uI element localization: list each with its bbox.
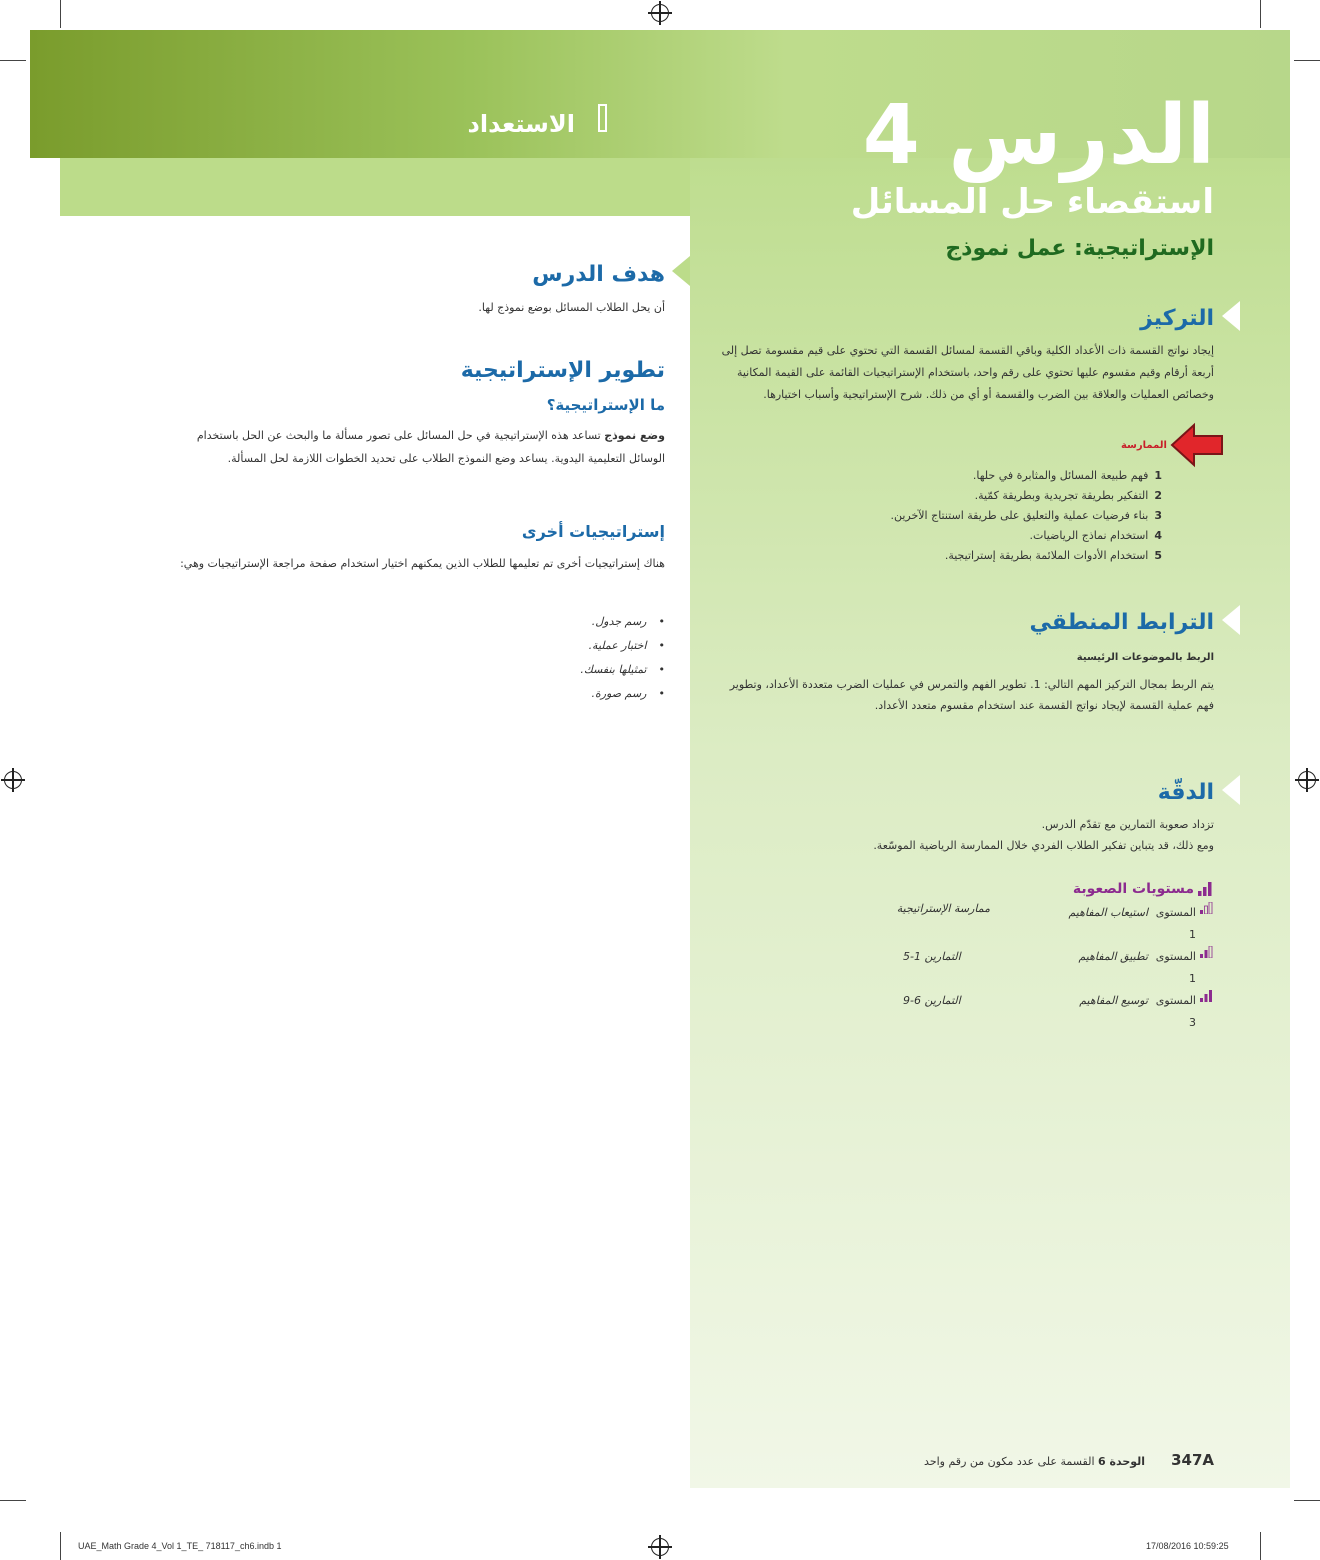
crop-mark	[60, 0, 61, 28]
crop-mark	[0, 1500, 26, 1501]
unit-text: القسمة على عدد مكون من رقم واحد	[924, 1455, 1095, 1468]
strategy-dev-text	[190, 424, 665, 470]
coherence-title: الترابط المنطقي	[1029, 610, 1214, 635]
header-subband	[60, 158, 690, 216]
strategy-dev-body: تساعد هذه الإستراتيجية في حل المسائل على تصور مسألة ما والبحث عن الحل باستخدام الوسائل التعليمية اليدوية. يساعد وضع النموذج الطلاب على تحديد الخطوات اللازمة لحل المسألة.	[196, 429, 665, 465]
rigor-title: الدقّة	[1157, 780, 1214, 805]
crop-mark	[0, 60, 26, 61]
list-item: 2التفكير بطريقة تجريدية وبطريقة كمّية.	[974, 489, 1162, 502]
registration-mark-icon	[1298, 771, 1316, 789]
page-number: 347A	[1171, 1451, 1214, 1469]
level-1-icon	[1200, 902, 1214, 914]
goal-title: هدف الدرس	[532, 262, 665, 287]
unit-label: الوحدة 6	[1098, 1455, 1146, 1468]
strategy-dev-title: تطوير الإستراتيجية	[460, 358, 665, 383]
file-slug: UAE_Math Grade 4_Vol 1_TE_ 718117_ch6.indb 1	[78, 1541, 282, 1551]
list-item: 3بناء فرضيات عملية والتعليق على طريقة استنتاج الآخرين.	[890, 509, 1162, 522]
page-footer	[924, 1451, 1214, 1469]
table-row: المستوى 1 تطبيق المفاهيم التمارين 1-5	[714, 946, 1214, 990]
difficulty-col-header: ممارسة الإستراتيجية	[896, 902, 990, 915]
list-item: • رسم صورة.	[365, 682, 665, 706]
list-item: 4استخدام نماذج الرياضيات.	[1029, 529, 1162, 542]
table-row: المستوى 3 توسيع المفاهيم التمارين 6-9	[714, 990, 1214, 1034]
registration-mark-icon	[4, 771, 22, 789]
rigor-text-2: ومع ذلك، قد يتباين تفكير الطلاب الفردي خلال الممارسة الرياضية الموسّعة.	[873, 839, 1214, 852]
rigor-marker-icon	[1222, 775, 1240, 805]
practice-list	[742, 466, 1162, 566]
difficulty-title: مستويات الصعوبة	[1072, 881, 1194, 897]
panel-notch	[672, 256, 690, 286]
table-row: المستوى 1 استيعاب المفاهيم	[714, 902, 1214, 946]
difficulty-rows	[714, 902, 1214, 1034]
crop-mark	[60, 1532, 61, 1560]
lesson-title: الدرس 4	[862, 88, 1215, 183]
coherence-subtitle: الربط بالموضوعات الرئيسية	[1076, 652, 1214, 663]
level-2-icon	[1200, 946, 1214, 958]
list-item: • اختبار عملية.	[365, 634, 665, 658]
other-strategies-text: هناك إستراتيجيات أخرى تم تعليمها للطلاب الذين يمكنهم اختيار استخدام صفحة مراجعة الإستراتيجيات وهي:	[180, 557, 665, 570]
focus-marker-icon	[1222, 301, 1240, 331]
prep-bar-icon	[598, 104, 607, 132]
crop-mark	[1294, 1500, 1320, 1501]
prep-label: الاستعداد	[467, 110, 575, 138]
list-item: 5استخدام الأدوات الملائمة بطريقة إستراتيجية.	[944, 549, 1162, 562]
list-item: • تمثيلها بنفسك.	[365, 658, 665, 682]
print-date: 17/08/2016 10:59:25	[1146, 1541, 1229, 1551]
crop-mark	[1260, 1532, 1261, 1560]
rigor-text-1: تزداد صعوبة التمارين مع تقدّم الدرس.	[1041, 818, 1214, 831]
coherence-marker-icon	[1222, 605, 1240, 635]
other-strategies-title: إستراتيجيات أخرى	[521, 522, 665, 541]
difficulty-header	[1073, 878, 1214, 897]
focus-text: إيجاد نواتج القسمة ذات الأعداد الكلية وباقي القسمة لمسائل القسمة التي تحتوي على قيم مقسومة تصل إلى أربعة أرقام وقيم مقسوم عليها تحتوي على رقم واحد، باستخدام الإستراتيجيات القائمة على القيمة المكانية وخصائص العمليات والعلاقة بين الضرب والقسمة أو أي من ذلك. شرح الإستراتيجية وأسباب اختيارها.	[721, 344, 1214, 401]
practice-label: الممارسة	[1120, 440, 1167, 451]
focus-title: التركيز	[1140, 306, 1214, 331]
lesson-strategy: الإستراتيجية: عمل نموذج	[945, 236, 1214, 261]
goal-text: أن يحل الطلاب المسائل بوضع نموذج لها.	[478, 301, 665, 314]
registration-mark-icon	[651, 1538, 669, 1556]
lesson-subtitle: استقصاء حل المسائل	[850, 182, 1214, 222]
list-item: • رسم جدول.	[365, 610, 665, 634]
other-strategies-list	[365, 610, 665, 706]
strategy-dev-lead: وضع نموذج	[604, 429, 665, 442]
coherence-text: يتم الربط بمجال التركيز المهم التالي: 1. تطوير الفهم والتمرس في عمليات الضرب متعددة الأعداد، وتطوير فهم عملية القسمة لإيجاد نواتج القسمة عند استخدام مقسوم متعدد الأعداد.	[729, 678, 1214, 712]
crop-mark	[1294, 60, 1320, 61]
practice-arrow-icon	[1170, 422, 1224, 468]
level-3-icon	[1200, 990, 1214, 1002]
bar-chart-icon	[1198, 882, 1214, 896]
crop-mark	[1260, 0, 1261, 28]
list-item: 1فهم طبيعة المسائل والمثابرة في حلها.	[972, 469, 1162, 482]
strategy-dev-subtitle: ما الإستراتيجية؟	[546, 396, 665, 414]
registration-mark-icon	[651, 4, 669, 22]
